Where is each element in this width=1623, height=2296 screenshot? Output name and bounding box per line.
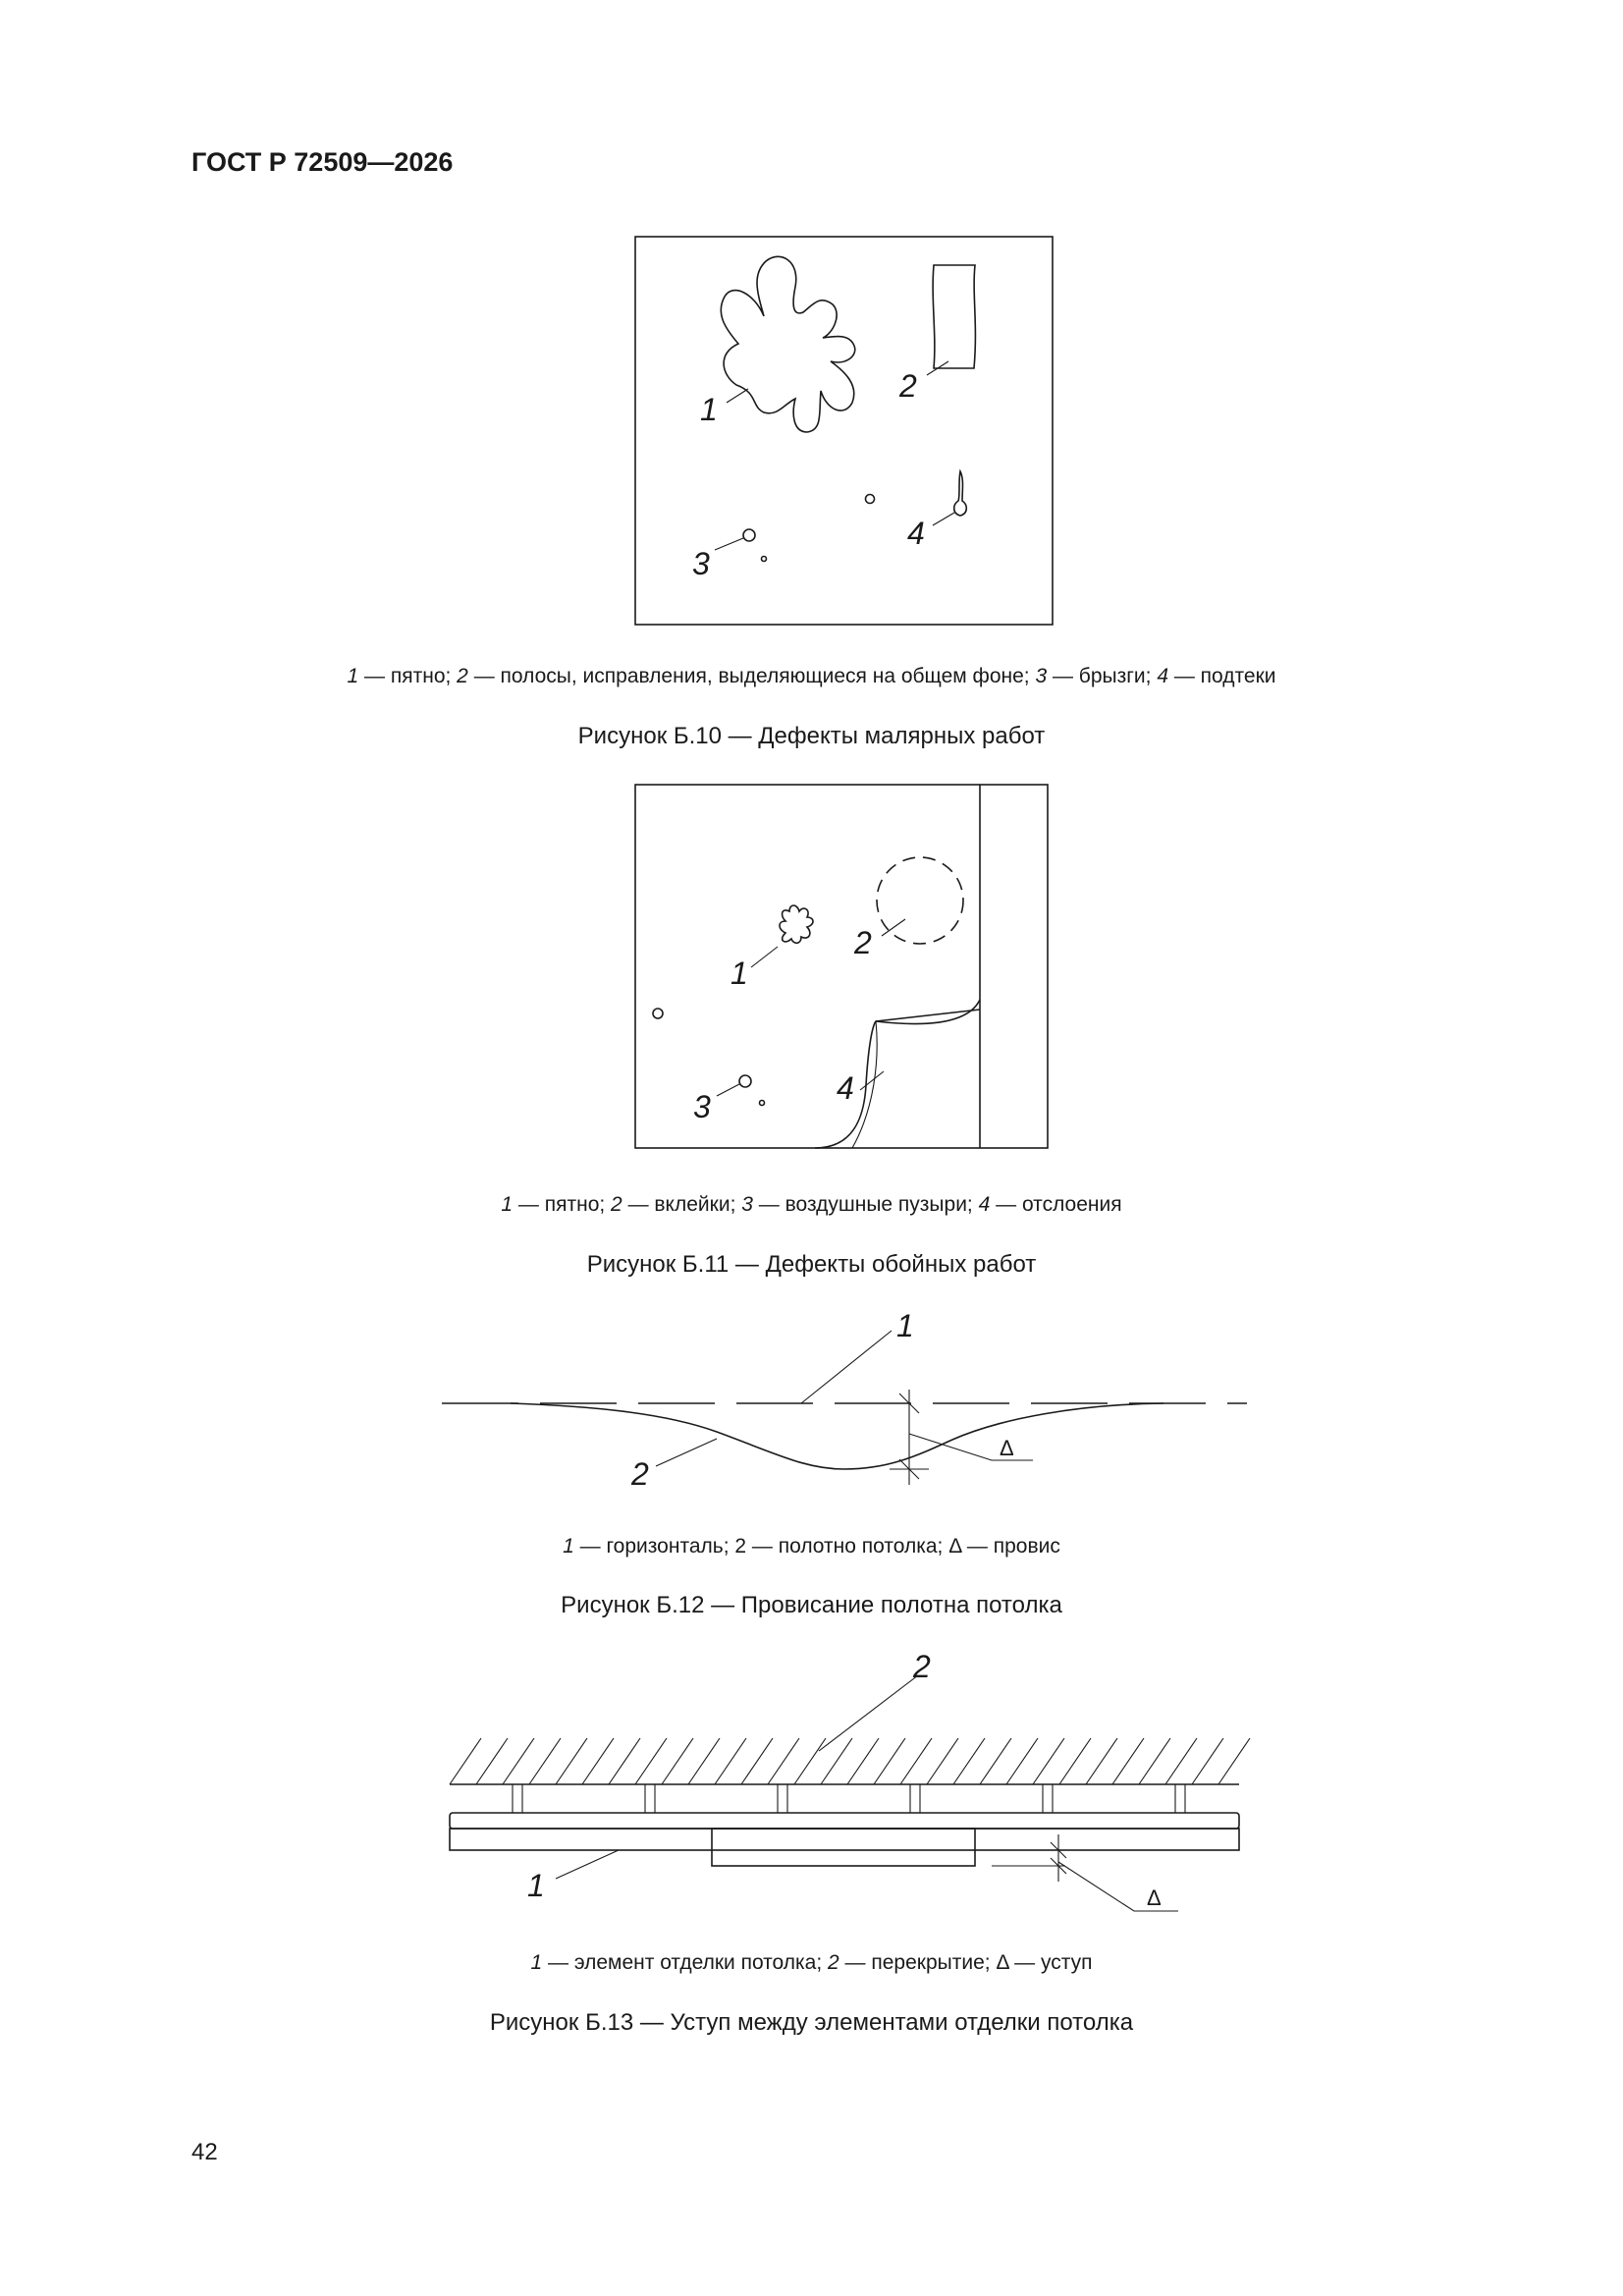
page-number: 42 bbox=[191, 2139, 218, 2165]
callout-1: 1 bbox=[700, 392, 718, 427]
hatch-line bbox=[874, 1738, 905, 1784]
hatch-line bbox=[609, 1738, 640, 1784]
hatch-line bbox=[715, 1738, 746, 1784]
delta-label: Δ bbox=[1147, 1886, 1162, 1910]
callout-1: 1 bbox=[527, 1868, 545, 1903]
hatch-line bbox=[1139, 1738, 1170, 1784]
ceiling-panel bbox=[450, 1829, 1239, 1850]
hatch-line bbox=[1112, 1738, 1144, 1784]
callout-4: 4 bbox=[907, 516, 925, 551]
callout-2: 2 bbox=[899, 368, 917, 404]
hatch-line bbox=[1006, 1738, 1038, 1784]
hatch-line bbox=[688, 1738, 720, 1784]
callout-2: 2 bbox=[913, 1649, 931, 1684]
figure-b11-caption: Рисунок Б.11 — Дефекты обойных работ bbox=[586, 1251, 1037, 1278]
hatch-line bbox=[582, 1738, 614, 1784]
hatch-line bbox=[768, 1738, 799, 1784]
figure-b11-legend: 1 — пятно; 2 — вклейки; 3 — воздушные пузыри; 4 — отслоения bbox=[501, 1193, 1122, 1216]
hatch-line bbox=[980, 1738, 1011, 1784]
hatch-line bbox=[741, 1738, 773, 1784]
slab-hatch bbox=[450, 1738, 1250, 1784]
hatch-line bbox=[821, 1738, 852, 1784]
hatch-line bbox=[1165, 1738, 1197, 1784]
hatch-line bbox=[927, 1738, 958, 1784]
hatch-line bbox=[662, 1738, 693, 1784]
figure-b10-legend: 1 — пятно; 2 — полосы, исправления, выделяющиеся на общем фоне; 3 — брызги; 4 — подтеки bbox=[347, 665, 1276, 687]
callout-1: 1 bbox=[730, 956, 748, 991]
document-header: ГОСТ Р 72509—2026 bbox=[191, 147, 454, 177]
hatch-line bbox=[847, 1738, 879, 1784]
hatch-line bbox=[1192, 1738, 1223, 1784]
callout-3: 3 bbox=[693, 1089, 711, 1124]
callout-2: 2 bbox=[854, 925, 872, 960]
delta-label: Δ bbox=[1000, 1436, 1014, 1460]
hatch-line bbox=[794, 1738, 826, 1784]
hatch-line bbox=[1218, 1738, 1250, 1784]
figure-b12-legend: 1 — горизонталь; 2 — полотно потолка; Δ — провис bbox=[563, 1535, 1060, 1558]
callout-line-2 bbox=[819, 1675, 918, 1751]
callout-2: 2 bbox=[631, 1456, 649, 1492]
callout-line-1 bbox=[556, 1850, 619, 1879]
hatch-line bbox=[1033, 1738, 1064, 1784]
hatch-line bbox=[900, 1738, 932, 1784]
figure-b10-caption: Рисунок Б.10 — Дефекты малярных работ bbox=[577, 723, 1046, 749]
hatch-line bbox=[476, 1738, 508, 1784]
hatch-line bbox=[635, 1738, 667, 1784]
hatch-line bbox=[503, 1738, 534, 1784]
hatch-line bbox=[1059, 1738, 1091, 1784]
figure-b12-caption: Рисунок Б.12 — Провисание полотна потолка bbox=[561, 1592, 1062, 1618]
hatch-line bbox=[529, 1738, 561, 1784]
protruding-element bbox=[712, 1829, 975, 1866]
figure-b13-caption: Рисунок Б.13 — Уступ между элементами отделки потолка bbox=[489, 2009, 1134, 2036]
hanger-posts bbox=[513, 1784, 1185, 1813]
hatch-line bbox=[556, 1738, 587, 1784]
figure-b13-legend: 1 — элемент отделки потолка; 2 — перекрытие; Δ — уступ bbox=[530, 1951, 1093, 1974]
callout-4: 4 bbox=[837, 1070, 854, 1106]
callout-3: 3 bbox=[692, 546, 710, 581]
hatch-line bbox=[953, 1738, 985, 1784]
hatch-line bbox=[1086, 1738, 1117, 1784]
hatch-line bbox=[450, 1738, 481, 1784]
callout-1: 1 bbox=[896, 1308, 914, 1343]
ceiling-frame bbox=[450, 1813, 1239, 1829]
